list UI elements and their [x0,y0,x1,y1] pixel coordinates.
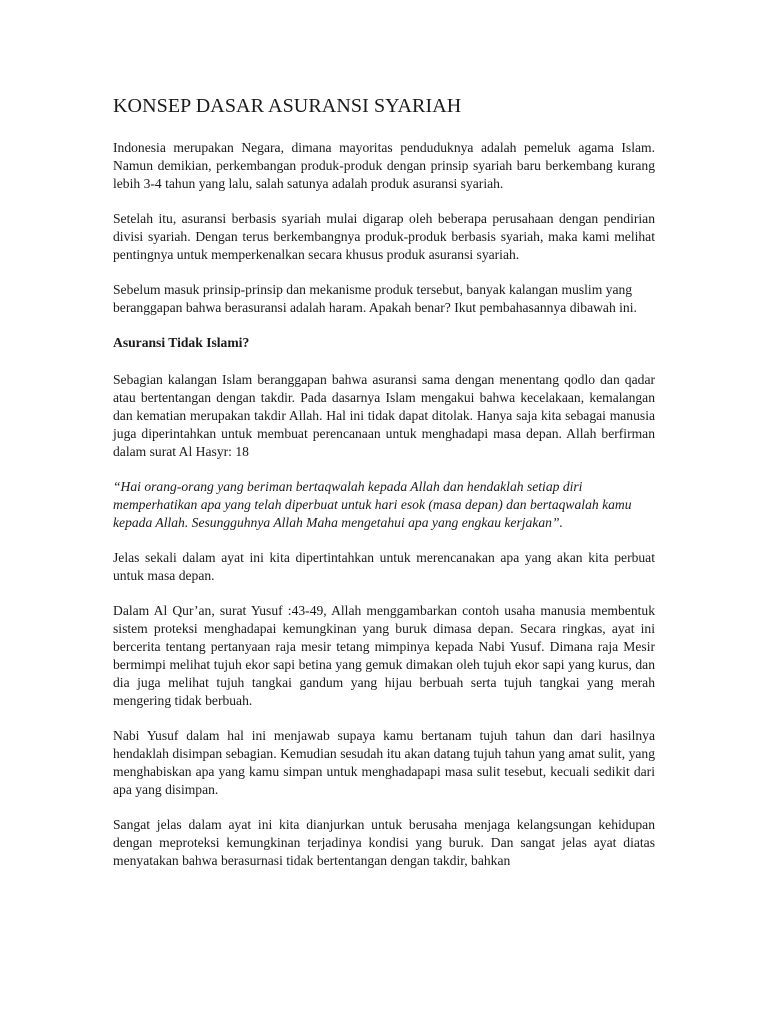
paragraph-intro-1: Indonesia merupakan Negara, dimana mayoritas penduduknya adalah pemeluk agama Islam. Namun demikian, perkembangan produk-produk dengan prinsip syariah baru berkembang kurang lebih 3-4 tahun yang lalu, salah satunya adalah produk asuransi syariah. [113,140,655,191]
document-title: KONSEP DASAR ASURANSI SYARIAH [113,95,462,117]
paragraph-after-quote-2: Dalam Al Qur’an, surat Yusuf :43-49, Allah menggambarkan contoh usaha manusia membentuk sistem proteksi menghadapai kemungkinan yang buruk dimasa depan. Secara ringkas, ayat ini bercerita tentang pertanyaan raja mesir tetang mimpinya kepada Nabi Yusuf. Dimana raja Mesir bermimpi melihat tujuh ekor sapi betina yang gemuk dimakan oleh tujuh ekor sapi yang kurus, dan dia juga melihat tujuh tangkai gandum yang hijau berbuah serta tujuh tangkai yang merah mengering tidak berbuah. [113,603,655,708]
paragraph-after-quote-4: Sangat jelas dalam ayat ini kita dianjurkan untuk berusaha menjaga kelangsungan kehidupan dengan meproteksi kemungkinan terjadinya kondisi yang buruk. Dan sangat jelas ayat diatas menyatakan bahwa berasurnasi tidak bertentangan dengan takdir, bahkan [113,817,655,868]
paragraph-intro-2: Setelah itu, asuransi berbasis syariah mulai digarap oleh beberapa perusahaan dengan pendirian divisi syariah. Dengan terus berkembangnya produk-produk berbasis syariah, maka kami melihat pentingnya untuk memperkenalkan secara khusus produk asuransi syariah. [113,211,655,262]
paragraph-section-1: Sebagian kalangan Islam beranggapan bahwa asuransi sama dengan menentang qodlo dan qadar atau bertentangan dengan takdir. Pada dasarnya Islam mengakui bahwa kecelakaan, kemalangan dan kematian merupakan takdir Allah. Hal ini tidak dapat ditolak. Hanya saja kita sebagai manusia juga diperintahkan untuk membuat perencanaan untuk menghadapi masa depan. Allah berfirman dalam surat Al Hasyr: 18 [113,372,655,459]
paragraph-after-quote-1: Jelas sekali dalam ayat ini kita dipertintahkan untuk merencanakan apa yang akan kita perbuat untuk masa depan. [113,550,655,583]
paragraph-intro-3: Sebelum masuk prinsip-prinsip dan mekanisme produk tersebut, banyak kalangan muslim yang beranggapan bahwa berasuransi adalah haram. Apakah benar? Ikut pembahasannya dibawah ini. [113,282,637,315]
paragraph-after-quote-3: Nabi Yusuf dalam hal ini menjawab supaya kamu bertanam tujuh tahun dan dari hasilnya hendaklah disimpan sebagian. Kemudian sesudah itu akan datang tujuh tahun yang amat sulit, yang menghabiskan apa yang kamu simpan untuk menghadapapi masa sulit tesebut, kecuali sedikit dari apa yang disimpan. [113,728,655,797]
document-body [113,91,655,887]
quote-paragraph: “Hai orang-orang yang beriman bertaqwalah kepada Allah dan hendaklah setiap diri memperhatikan apa yang telah diperbuat untuk hari esok (masa depan) dan bertaqwalah kamu kepada Allah. Sesungguhnya Allah Maha mengetahui apa yang engkau kerjakan”. [113,479,632,530]
section-heading: Asuransi Tidak Islami? [113,335,250,350]
